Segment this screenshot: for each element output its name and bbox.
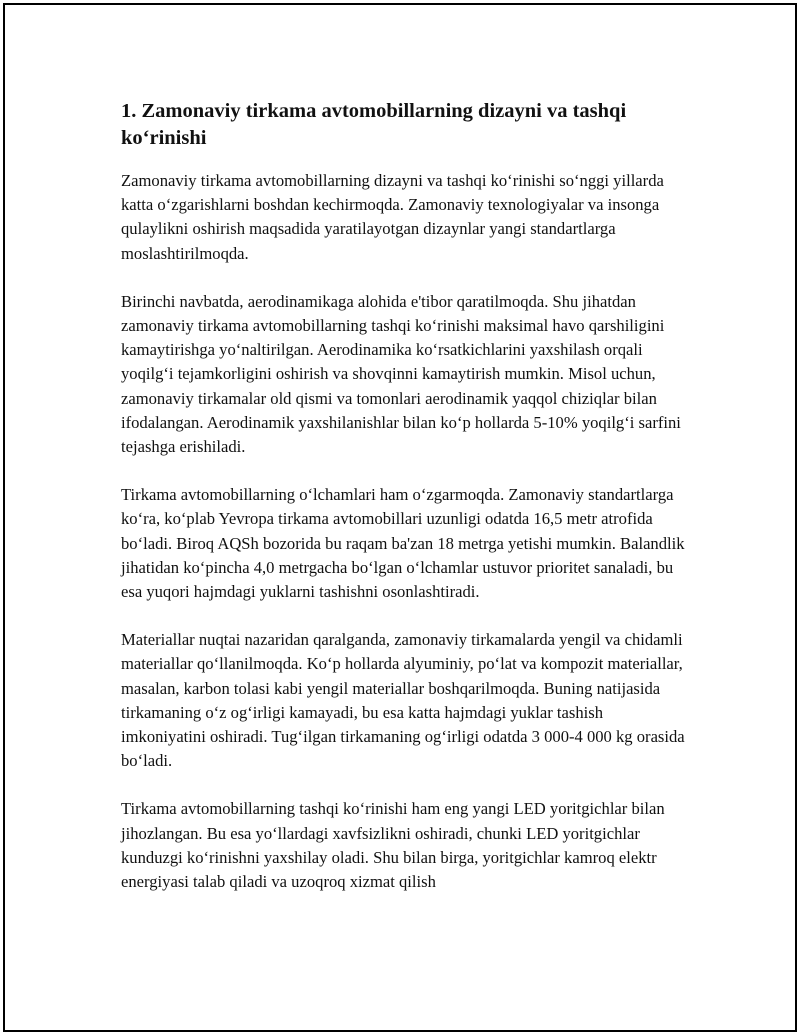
paragraph-intro: Zamonaviy tirkama avtomobillarning dizayni va tashqi ko‘rinishi so‘nggi yillarda katta o‘zgarishlarni boshdan kechirmoqda. Zamonaviy texnologiyalar va insonga qulaylikni oshirish maqsadida yaratilayotgan dizaynlar yangi standartlarga moslashtirilmoqda. — [121, 171, 664, 263]
paragraph-aerodynamics: Birinchi navbatda, aerodinamikaga alohida e'tibor qaratilmoqda. Shu jihatdan zamonaviy tirkama avtomobillarning tashqi ko‘rinishi maksimal havo qarshiligini kamaytirishga yo‘naltirilgan. Aerodinamika ko‘rsatkichlarini yaxshilash orqali yoqilg‘i tejamkorligini oshirish va shovqinni kamaytirish mumkin. Misol uchun, zamonaviy tirkamalar old qismi va tomonlari aerodinamik yaqqol chiziqlar bilan ifodalangan. Aerodinamik yaxshilanishlar bilan ko‘p hollarda 5-10% yoqilg‘i sarfini tejashga erishiladi. — [121, 291, 681, 457]
document-page — [3, 3, 797, 1032]
document-body — [121, 98, 691, 918]
paragraph-dimensions: Tirkama avtomobillarning o‘lchamlari ham o‘zgarmoqda. Zamonaviy standartlarga ko‘ra, ko‘plab Yevropa tirkama avtomobillari uzunligi odatda 16,5 metr atrofida bo‘ladi. Biroq AQSh bozorida bu raqam ba'zan 18 metrga yetishi mumkin. Balandlik jihatidan ko‘pincha 4,0 metrgacha bo‘lgan o‘lchamlar ustuvor prioritet sanaladi, bu esa yuqori hajmdagi yuklarni tashishni osonlashtiradi. — [121, 485, 685, 602]
paragraph-lighting: Tirkama avtomobillarning tashqi ko‘rinishi ham eng yangi LED yoritgichlar bilan jihozlangan. Bu esa yo‘llardagi xavfsizlikni oshiradi, chunki LED yoritgichlar kunduzgi ko‘rinishni yaxshilay oladi. Shu bilan birga, yoritgichlar kamroq elektr energiyasi talab qiladi va uzoqroq xizmat qilish — [121, 799, 665, 892]
section-heading: 1. Zamonaviy tirkama avtomobillarning dizayni va tashqi ko‘rinishi — [121, 100, 627, 149]
paragraph-materials: Materiallar nuqtai nazaridan qaralganda, zamonaviy tirkamalarda yengil va chidamli materiallar qo‘llanilmoqda. Ko‘p hollarda alyuminiy, po‘lat va kompozit materiallar, masalan, karbon tolasi kabi yengil materiallar boshqarilmoqda. Buning natijasida tirkamaning o‘z og‘irligi kamayadi, bu esa katta hajmdagi yuklar tashish imkoniyatini oshiradi. Tug‘ilgan tirkamaning og‘irligi odatda 3 000-4 000 kg orasida bo‘ladi. — [121, 630, 685, 771]
